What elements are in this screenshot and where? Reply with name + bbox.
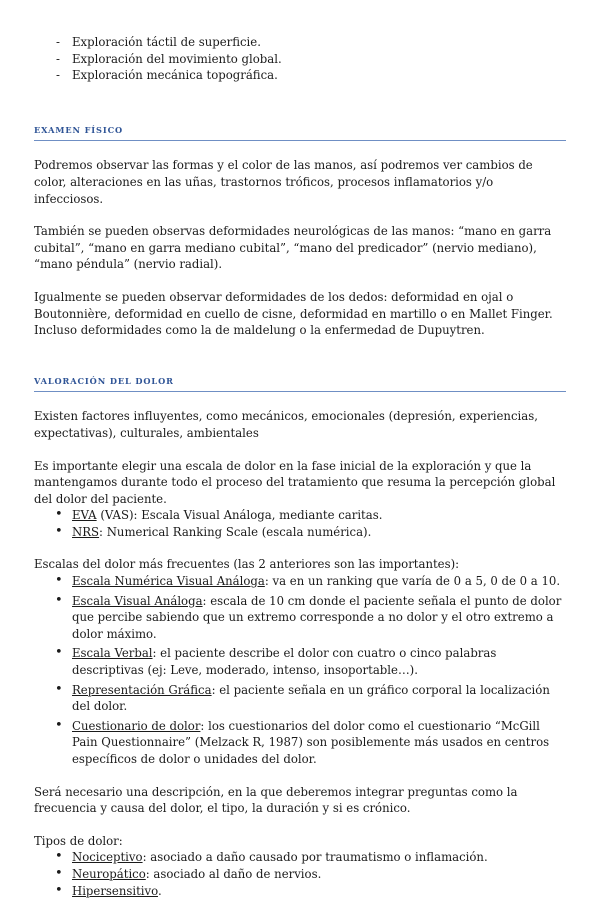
term: Cuestionario de dolor <box>72 718 201 733</box>
document-page <box>34 34 566 899</box>
list-item <box>34 883 566 899</box>
term-desc: (VAS): Escala Visual Análoga, mediante caritas. <box>96 508 383 523</box>
term: NRS <box>72 524 100 539</box>
list-item <box>34 682 566 715</box>
term: Escala Visual Análoga <box>72 593 203 608</box>
list-item <box>34 849 566 866</box>
term-desc: : el paciente describe el dolor con cuatro o cinco palabras descriptivas (ej: Leve, moderado, intenso, insoportable…). <box>72 646 497 678</box>
list-item <box>34 866 566 883</box>
term-desc: : los cuestionarios del dolor como el cuestionario “McGill Pain Questionnaire” (Melzack R, 1987) son posiblemente más usados en centros específicos de dolor o unidades del dolor. <box>72 718 550 766</box>
list-item <box>34 524 566 541</box>
paragraph: Tipos de dolor: <box>34 833 123 848</box>
term: EVA <box>72 508 97 523</box>
term-desc: : escala de 10 cm donde el paciente señala el punto de dolor que percibe sabiendo que un extremo corresponde a no dolor y el otro extremo a dolor máximo. <box>72 593 562 641</box>
term: Escala Verbal <box>72 646 153 661</box>
pain-types-list <box>34 849 566 899</box>
term: Neuropático <box>72 866 146 881</box>
term: Nociceptivo <box>72 850 143 865</box>
term-desc: : va en un ranking que varía de 0 a 5, 0 de 0 a 10. <box>264 574 561 589</box>
list-item <box>34 573 566 590</box>
list-item <box>34 718 566 768</box>
term-desc: : Numerical Ranking Scale (escala numérica). <box>99 524 372 539</box>
list-item: - Exploración mecánica topográfica. <box>34 67 566 84</box>
frequent-scales-list <box>34 573 566 768</box>
list-item <box>34 645 566 678</box>
section-heading-examen: EXAMEN FÍSICO <box>34 122 566 142</box>
paragraph: Igualmente se pueden observar deformidades de los dedos: deformidad en ojal o Boutonnière, deformidad en cuello de cisne, deformidad en martillo o en Mallet Finger. Incluso deformidades como la de maldelung o la enfermedad de Dupuytren. <box>34 289 553 338</box>
intro-dash-list <box>34 34 566 84</box>
term-desc: : el paciente señala en un gráfico corporal la localización del dolor. <box>72 682 550 714</box>
paragraph: Es importante elegir una escala de dolor en la fase inicial de la exploración y que la mantengamos durante todo el proceso del tratamiento que resuma la percepción global del dolor del paciente. <box>34 458 556 506</box>
term-desc: : asociado a daño causado por traumatismo o inflamación. <box>142 850 488 865</box>
paragraph: También se pueden observas deformidades neurológicas de las manos: “mano en garra cubital”, “mano en garra mediano cubital”, “mano del predicador” (nervio mediano), “mano péndula” (nervio radial). <box>34 224 552 272</box>
term-desc: . <box>157 883 162 898</box>
list-item: - Exploración táctil de superficie. <box>34 34 566 51</box>
paragraph: Será necesario una descripción, en la que deberemos integrar preguntas como la frecuencia y causa del dolor, el tipo, la duración y si es crónico. <box>34 784 518 816</box>
list-item <box>34 507 566 524</box>
term: Escala Numérica Visual Análoga <box>72 574 265 589</box>
paragraph: Escalas del dolor más frecuentes (las 2 anteriores son las importantes): <box>34 557 460 572</box>
short-scales-list <box>34 507 566 540</box>
paragraph: Existen factores influyentes, como mecánicos, emocionales (depresión, experiencias, expectativas), culturales, ambientales <box>34 409 538 440</box>
list-item: - Exploración del movimiento global. <box>34 51 566 68</box>
term: Representación Gráfica <box>72 682 212 697</box>
section-heading-dolor: VALORACIÓN DEL DOLOR <box>34 373 566 393</box>
list-item <box>34 593 566 643</box>
term: Hipersensitivo <box>72 883 158 898</box>
paragraph: Podremos observar las formas y el color de las manos, así podremos ver cambios de color, alteraciones en las uñas, trastornos tróficos, procesos inflamatorios y/o infecciosos. <box>34 158 533 206</box>
term-desc: : asociado al daño de nervios. <box>145 866 322 881</box>
